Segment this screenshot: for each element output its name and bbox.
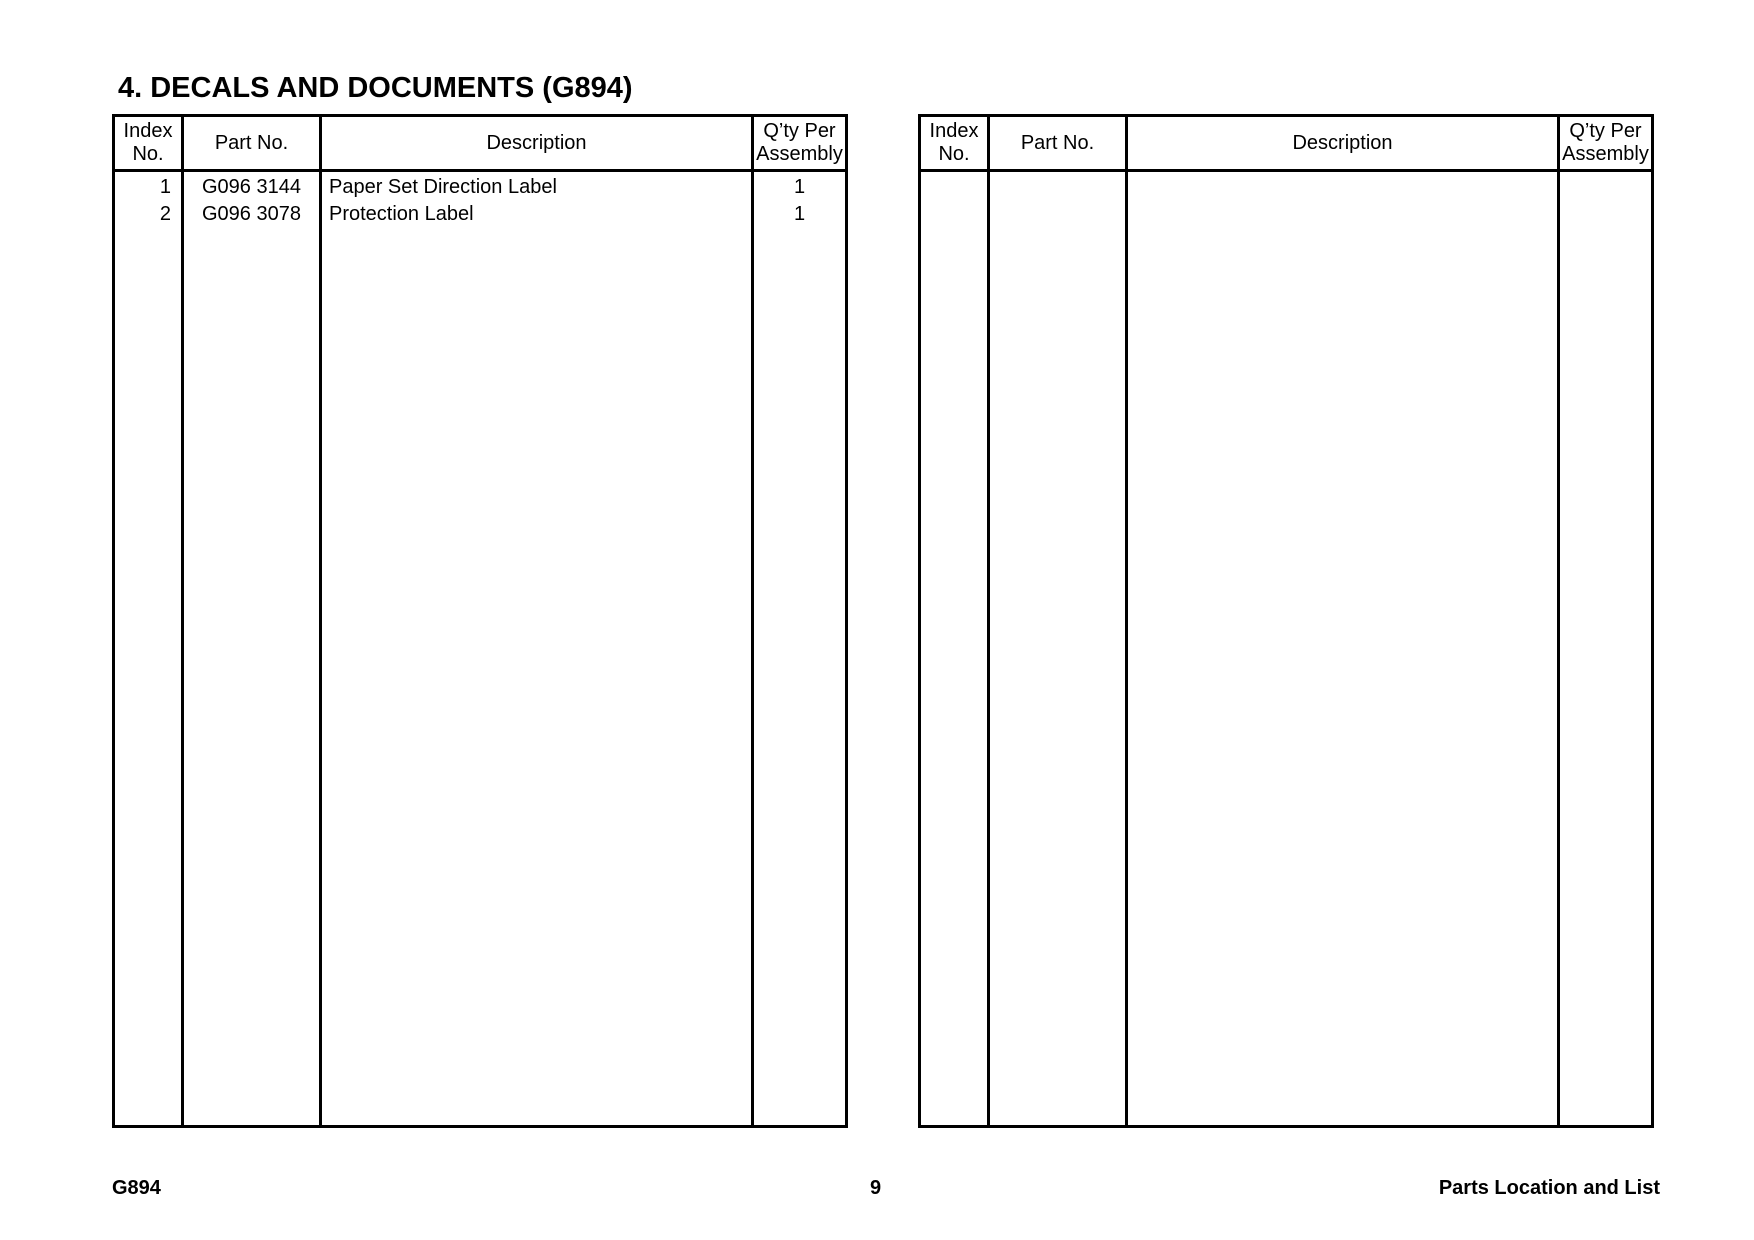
header-index-no: Index No. (123, 120, 173, 165)
header-description: Description (1292, 131, 1393, 154)
part-no-cell: G096 3144 (202, 176, 301, 198)
table-header-row (921, 117, 1651, 172)
footer-model-code: G894 (112, 1177, 161, 1199)
header-description: Description (486, 131, 587, 154)
column-divider (319, 117, 322, 1125)
header-qty-per-assembly: Q’ty Per Assembly (1562, 120, 1649, 165)
column-divider (181, 117, 184, 1125)
table-row (115, 201, 845, 228)
index-cell: 2 (159, 203, 171, 225)
qty-cell: 1 (793, 203, 806, 225)
description-cell: Protection Label (329, 203, 474, 225)
header-part-no: Part No. (214, 131, 289, 154)
table-row (115, 174, 845, 201)
column-divider (1125, 117, 1128, 1125)
table-header-row (115, 117, 845, 172)
header-qty-per-assembly: Q’ty Per Assembly (756, 120, 843, 165)
parts-table-left (112, 114, 848, 1128)
part-no-cell: G096 3078 (202, 203, 301, 225)
column-divider (987, 117, 990, 1125)
qty-cell: 1 (793, 176, 806, 198)
index-cell: 1 (159, 176, 171, 198)
column-divider (1557, 117, 1560, 1125)
description-cell: Paper Set Direction Label (329, 176, 557, 198)
header-part-no: Part No. (1020, 131, 1095, 154)
parts-table-right (918, 114, 1654, 1128)
header-index-no: Index No. (929, 120, 979, 165)
page-title: 4. DECALS AND DOCUMENTS (G894) (118, 72, 633, 104)
footer-section-title: Parts Location and List (1438, 1177, 1660, 1199)
footer-page-number: 9 (870, 1177, 882, 1199)
column-divider (751, 117, 754, 1125)
